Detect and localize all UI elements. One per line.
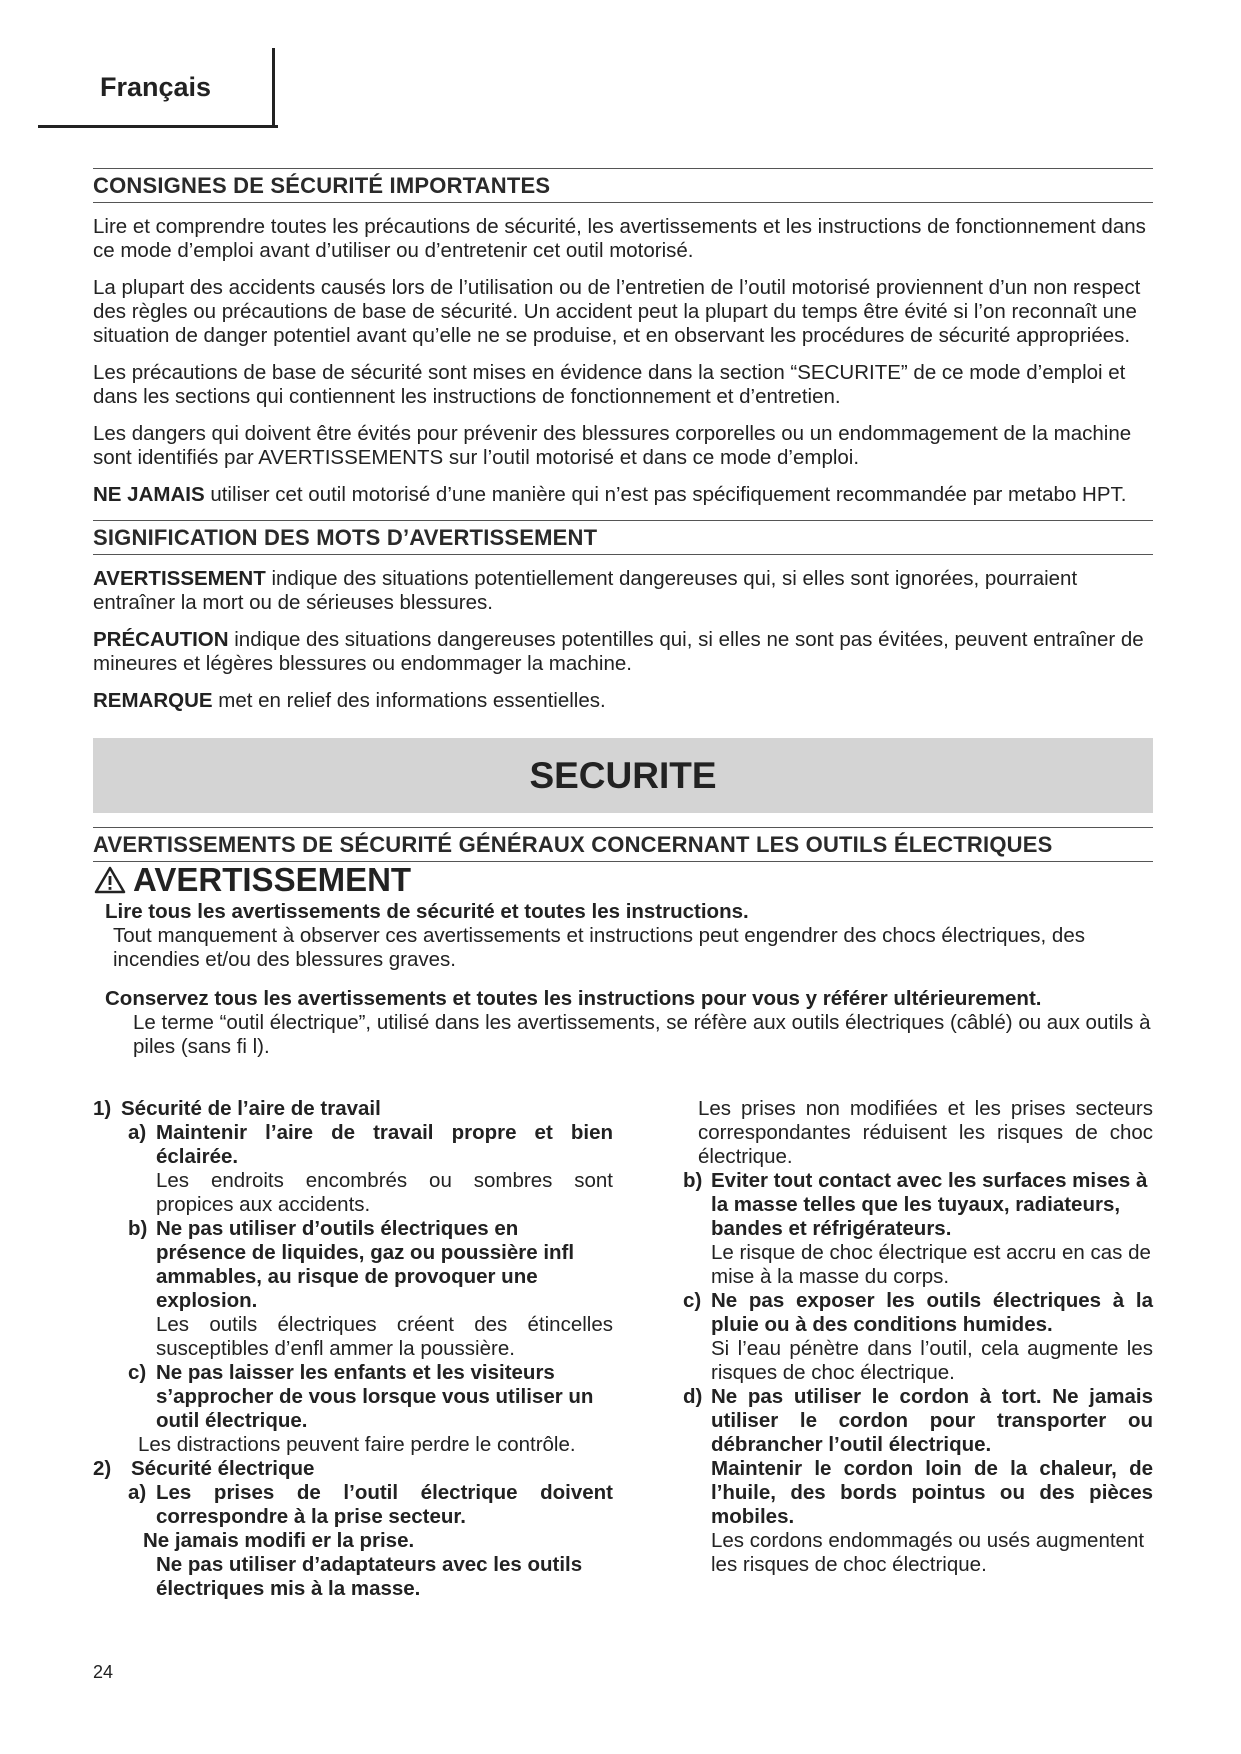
item-title: Les prises de l’outil électrique doivent correspondre à la prise secteur. <box>156 1481 613 1528</box>
item-title: Sécurité de l’aire de travail <box>121 1097 381 1120</box>
right-column <box>683 1097 1153 1577</box>
item-text: Les prises non modifiées et les prises secteurs correspondantes réduisent les risques de choc électrique. <box>698 1097 1153 1168</box>
paragraph: La plupart des accidents causés lors de l’utilisation ou de l’entretien de l’outil motorisé proviennent d’un non respect des règles ou précautions de base de sécurité. Un accident peut la plupart du temps être évité si l’on reconnaît une situation de danger potentiel avant qu’elle ne se produise, et en observant les procédures de sécurité appropriées. <box>93 276 1141 347</box>
definition-note <box>93 689 1153 713</box>
item-text: Les endroits encombrés ou sombres sont propices aux accidents. <box>156 1169 613 1216</box>
item-title: Maintenir l’aire de travail propre et bien éclairée. <box>156 1121 613 1168</box>
item-title: Ne pas utiliser d’outils électriques en présence de liquides, gaz ou poussière infl ammables, au risque de provoquer une explosion. <box>156 1217 575 1312</box>
language-label: Français <box>100 72 212 102</box>
never-text: utiliser cet outil motorisé d’une manière qui n’est pas spécifiquement recommandée par metabo HPT. <box>204 483 1127 506</box>
item-title: Ne pas laisser les enfants et les visiteurs s’approcher de vous lorsque vous utiliser un outil électrique. <box>156 1361 594 1432</box>
item-label: c) <box>128 1361 147 1384</box>
paragraph: Lire et comprendre toutes les précautions de sécurité, les avertissements et les instructions de fonctionnement dans ce mode d’emploi avant d’utiliser ou d’entretenir cet outil motorisé. <box>93 215 1146 262</box>
warning-heading <box>93 860 1153 900</box>
item-label: b) <box>683 1169 703 1192</box>
item-label: a) <box>128 1481 147 1504</box>
section-title-general-warnings: AVERTISSEMENTS DE SÉCURITÉ GÉNÉRAUX CONCERNANT LES OUTILS ÉLECTRIQUES <box>93 827 1153 862</box>
heading-work-area-safety <box>93 1097 613 1121</box>
item-line: Ne pas utiliser d’adaptateurs avec les outils électriques mis à la masse. <box>156 1553 583 1600</box>
list-item-e <box>93 1481 613 1529</box>
term-warning: AVERTISSEMENT <box>93 567 266 590</box>
item-label: c) <box>683 1289 702 1312</box>
item-line: Ne jamais modifi er la prise. <box>143 1529 415 1552</box>
keep-instructions-detail: Le terme “outil électrique”, utilisé dans les avertissements, se réfère aux outils électriques (câblé) ou aux outils à piles (sans fi l). <box>133 1011 1151 1058</box>
list-item-d-right <box>683 1385 1153 1577</box>
read-all-instructions: Lire tous les avertissements de sécurité et toutes les instructions. <box>105 900 749 923</box>
def-caution: indique des situations dangereuses potentilles qui, si elles ne sont pas évitées, peuvent entraîner de mineures et légères blessures ou endommager la machine. <box>93 628 1144 675</box>
item-text: Si l’eau pénètre dans l’outil, cela augmente les risques de choc électrique. <box>711 1337 1153 1384</box>
list-item-c-right <box>683 1289 1153 1385</box>
definition-warning <box>93 567 1153 615</box>
item-label: a) <box>128 1121 147 1144</box>
read-all-detail: Tout manquement à observer ces avertissements et instructions peut engendrer des chocs électriques, des incendies et/ou des blessures graves. <box>113 924 1085 971</box>
never-term: NE JAMAIS <box>93 483 205 506</box>
item-title: Ne pas exposer les outils électriques à la pluie ou à des conditions humides. <box>711 1289 1153 1336</box>
definition-caution <box>93 628 1153 676</box>
warning-label: AVERTISSEMENT <box>133 861 412 898</box>
item-label: d) <box>683 1385 703 1408</box>
left-column <box>93 1097 613 1601</box>
item-text: Le risque de choc électrique est accru en cas de mise à la masse du corps. <box>711 1241 1151 1288</box>
def-warning: indique des situations potentiellement dangereuses qui, si elles sont ignorées, pourraient entraîner la mort ou de sérieuses blessures. <box>93 567 1078 614</box>
item-title: Eviter tout contact avec les surfaces mises à la masse telles que les tuyaux, radiateurs, bandes et réfrigérateurs. <box>711 1169 1148 1240</box>
tab-underline <box>38 125 278 128</box>
never-paragraph <box>93 483 1153 507</box>
warning-triangle-icon <box>93 865 127 895</box>
section-title-signal-words: SIGNIFICATION DES MOTS D’AVERTISSEMENT <box>93 520 1153 555</box>
item-text: Les outils électriques créent des étincelles susceptibles d’enfl ammer la poussière. <box>156 1313 613 1360</box>
def-note: met en relief des informations essentielles. <box>212 689 606 712</box>
term-caution: PRÉCAUTION <box>93 628 229 651</box>
language-tab <box>38 48 275 128</box>
paragraph: Les dangers qui doivent être évités pour prévenir des blessures corporelles ou un endommagement de la machine sont identifiés par AVERTISSEMENTS sur l’outil motorisé et dans ce mode d’emploi. <box>93 422 1132 469</box>
page-content <box>93 168 1153 1637</box>
tab-divider <box>272 48 275 128</box>
list-item-c <box>93 1361 613 1433</box>
heading-electrical-safety <box>93 1457 613 1481</box>
item-text: Les cordons endommagés ou usés augmentent les risques de choc électrique. <box>711 1529 1145 1576</box>
list-item-a <box>93 1121 613 1217</box>
item-text: Les distractions peuvent faire perdre le contrôle. <box>138 1433 576 1456</box>
item-label: b) <box>128 1217 148 1240</box>
item-label: 2) <box>93 1457 112 1480</box>
two-column-section <box>93 1097 1153 1637</box>
item-label: 1) <box>93 1097 112 1120</box>
list-item-b-right <box>683 1169 1153 1289</box>
list-item-b <box>93 1217 613 1361</box>
paragraph: Les précautions de base de sécurité sont mises en évidence dans la section “SECURITE” de ce mode d’emploi et dans les sections qui contiennent les instructions de fonctionnement et d’entretien. <box>93 361 1126 408</box>
keep-instructions: Conservez tous les avertissements et toutes les instructions pour vous y référer ultérieurement. <box>105 987 1042 1010</box>
item-title: Ne pas utiliser le cordon à tort. Ne jamais utiliser le cordon pour transporter ou débrancher l’outil électrique. <box>711 1385 1153 1456</box>
section-title-safety-instructions: CONSIGNES DE SÉCURITÉ IMPORTANTES <box>93 168 1153 203</box>
item-title: Sécurité électrique <box>131 1457 315 1480</box>
item-title-2: Maintenir le cordon loin de la chaleur, de l’huile, des bords pointus ou des pièces mobiles. <box>711 1457 1153 1528</box>
term-note: REMARQUE <box>93 689 213 712</box>
page-number: 24 <box>93 1662 114 1682</box>
safety-banner: SECURITE <box>93 738 1153 813</box>
